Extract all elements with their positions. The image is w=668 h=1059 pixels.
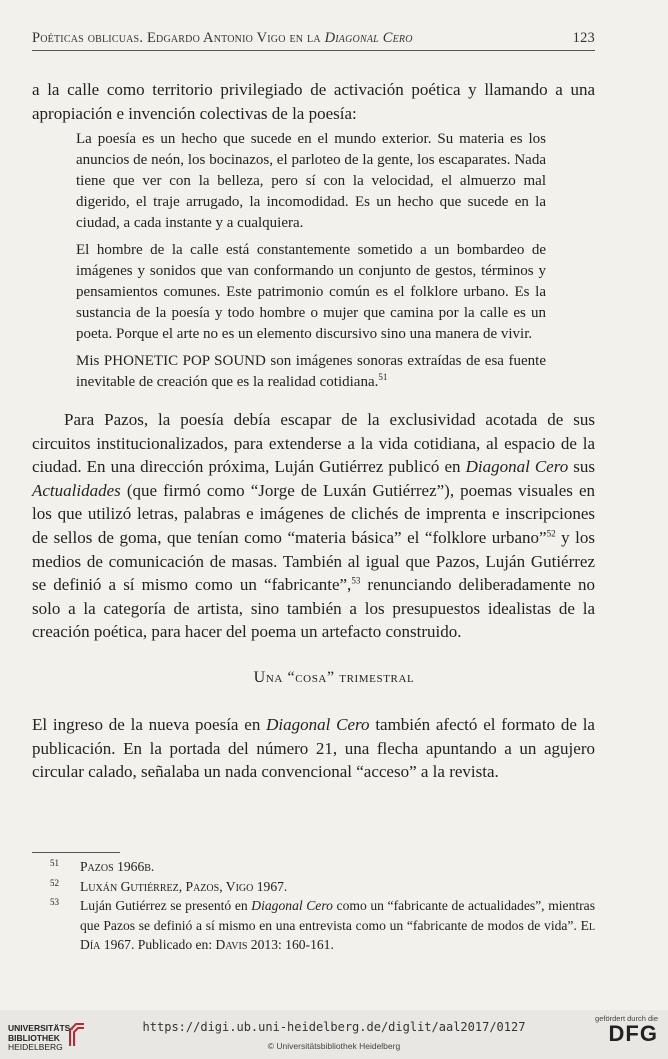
footnote-ref[interactable]: 51 bbox=[378, 372, 388, 382]
library-logo[interactable]: UNIVERSITÄTS- BIBLIOTHEK HEIDELBERG bbox=[8, 1024, 73, 1053]
funder-logo: gefördert durch die DFG bbox=[595, 1014, 658, 1046]
footnote-ref[interactable]: 53 bbox=[351, 575, 361, 586]
permalink[interactable]: https://digi.ub.uni-heidelberg.de/diglit/aal2017/0127 bbox=[142, 1020, 526, 1034]
footnote: 53 Luján Gutiérrez se presentó en Diagonal Cero como un “fabricante de actualidades”, mientras que Pazos se definió a sí mismo en una entrevista como un “fabricante de modos de vida”. El Día 1967. Publicado en: Davis 2013: 160-161. bbox=[32, 896, 595, 955]
copyright-notice: © Universitätsbibliothek Heidelberg bbox=[267, 1041, 401, 1051]
paragraph-intro: a la calle como territorio privilegiado de activación poética y llamando a una apropiación e invención colectivas de la poesía: bbox=[32, 80, 595, 123]
section-heading: Una “cosa” trimestral bbox=[253, 669, 415, 686]
footnote: 52 Luxán Gutiérrez, Pazos, Vigo 1967. bbox=[32, 877, 595, 897]
page-number: 123 bbox=[572, 30, 595, 46]
paragraph-pazos: Para Pazos, la poesía debía escapar de la exclusividad acotada de sus circuitos institucionalizados, para extenderse a la vida cotidiana, al espacio de la ciudad. En una dirección próxima, Luján Gutiérrez publicó en Diagonal Cero sus Actualidades (que firmó como “Jorge de Luxán Gutiérrez”), poemas visuales en los que utilizó letras, palabras e imágenes de clichés de imprenta e inscripciones de sellos de goma, que tenían como “materia básica” el “folklore urbano”$^{52}$ y los medios de comunicación de masas. También al igual que Pazos, Luján Gutiérrez se definió a sí mismo como un “fabricante”,$^{53}$ renunciando deliberadamente no solo a la categoría de artista, sino también a los presupuestos idealistas de la creación poética, para hacer del poema un artefacto construido. bbox=[32, 410, 596, 642]
quote-paragraph: El hombre de la calle está constantemente sometido a un bombardeo de imágenes y sonidos que van conformando un conjunto de gestos, términos y pensamientos comunes. Este patrimonio común es el folklore urbano. Es la sustancia de la poesía y todo hombre o mujer que camina por la calle es un poeta. Porque el arte no es un elemento discursivo sino una manera de vivir. bbox=[76, 242, 546, 342]
quote-paragraph: Mis PHONETIC POP SOUND son imágenes sonoras extraídas de esa fuente inevitable de creación que es la realidad cotidiana.$^{51}$ bbox=[76, 353, 546, 390]
quote-paragraph: La poesía es un hecho que sucede en el mundo exterior. Su materia es los anuncios de neón, los bocinazos, el parloteo de la gente, los escaparates. Nada tiene que ver con la belleza, pero sí con la velocidad, el almuerzo mal digerido, el traje arrugado, la incomodidad. Es un hecho que sucede en la ciudad, a cada instante y a cualquiera. bbox=[76, 131, 546, 231]
block-quote bbox=[76, 129, 546, 399]
footnote-number: 52 bbox=[50, 877, 59, 888]
footnote-number: 51 bbox=[50, 858, 59, 868]
footnotes bbox=[32, 857, 595, 955]
footnote-ref[interactable]: 52 bbox=[546, 528, 556, 539]
footnote-number: 53 bbox=[50, 897, 59, 907]
paragraph-format: El ingreso de la nueva poesía en Diagonal Cero también afectó el formato de la publicación. En la portada del número 21, una flecha apuntando a un agujero circular calado, señalaba un nada convencional “acceso” a la revista. bbox=[32, 715, 595, 782]
dfg-logo: DFG bbox=[608, 1021, 658, 1046]
header-rule bbox=[32, 50, 595, 51]
footnote: 51 Pazos 1966b. bbox=[32, 857, 595, 877]
viewer-footer bbox=[0, 1010, 668, 1059]
footnote-rule bbox=[32, 852, 120, 853]
running-title: Poéticas oblicuas. Edgardo Antonio Vigo en la Diagonal Cero bbox=[32, 30, 413, 46]
running-header bbox=[32, 30, 595, 47]
